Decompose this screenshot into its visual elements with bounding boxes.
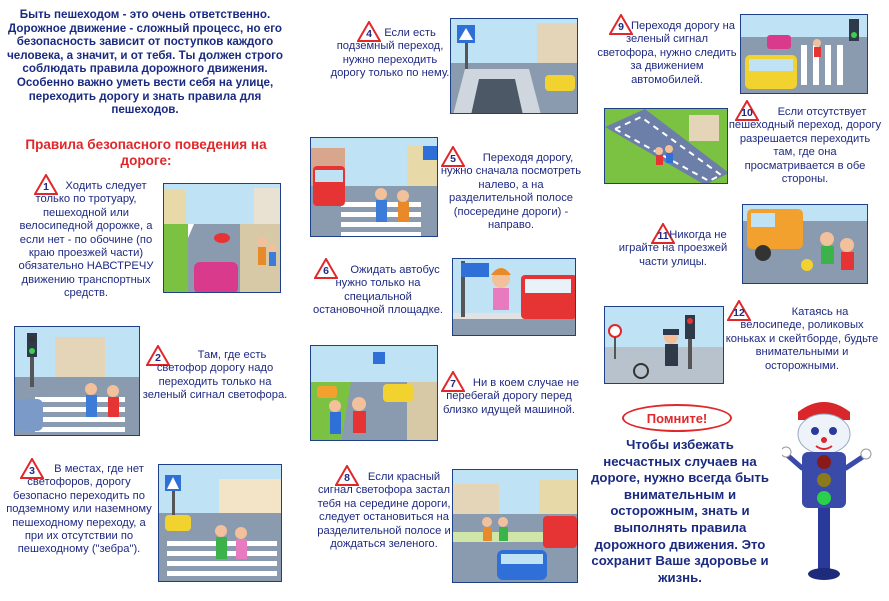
rule-5-illustration [310, 137, 438, 237]
rule-5-text: Переходя дорогу, нужно сначала посмотреть налево, а на разделительной полосе (посередине дороги) - направо. [440, 152, 582, 232]
rule-11-illustration [742, 204, 868, 284]
rule-7-text: Ни в коем случае не перебегай дорогу перед близко идущей машиной. [442, 377, 580, 416]
remember-badge: Помните! [622, 404, 732, 432]
rule-9-number-triangle: 9 [609, 14, 633, 35]
rule-3-text: В местах, где нет светофоров, дорогу безопасно переходить по подземному или наземному пешеходному переходу, а при их отсутствии по пешеходному ("зебра"). [6, 463, 152, 556]
rule-2-number-triangle: 2 [146, 345, 170, 366]
rule-7-number-triangle: 7 [441, 371, 465, 392]
rule-3-illustration [158, 464, 282, 582]
rules-heading: Правила безопасного поведения на дороге: [25, 137, 267, 168]
final-message: Чтобы избежать несчастных случаев на дороге, нужно всегда быть внимательным и осторожным, знать и выполнять правила дорожного движения. Это сохранит Ваше здоровье и жизнь. [591, 437, 769, 585]
rule-11-number-triangle: 11 [651, 223, 675, 244]
rule-9-illustration [740, 14, 868, 94]
rule-6-number-triangle: 6 [314, 258, 338, 279]
rule-5-number-triangle: 5 [441, 146, 465, 167]
rule-2-illustration [14, 326, 140, 436]
rule-11-text: Никогда не играйте на проезжей части улицы. [618, 229, 728, 268]
rule-8-illustration [452, 469, 578, 583]
rule-9-text: Переходя дорогу на зеленый сигнал светофора, нужно следить за движением автомобилей. [597, 20, 737, 86]
rule-12-text: Катаясь на велосипеде, роликовых коньках и скейтборде, будьте внимательными и осторожными. [725, 306, 879, 372]
rule-4-text: Если есть подземный переход, нужно переходить дорогу только по нему. [330, 27, 450, 80]
rule-6-text: Ожидать автобус нужно только на специальной остановочной площадке. [312, 264, 444, 317]
rule-2-text: Там, где есть светофор дорогу надо переходить только на зеленый сигнал светофора. [142, 349, 288, 402]
rule-4-illustration [450, 18, 578, 114]
rule-1-illustration [163, 183, 281, 293]
rule-6-illustration [452, 258, 576, 336]
rule-7-illustration [310, 345, 438, 441]
rule-8-number-triangle: 8 [335, 465, 359, 486]
intro-text: Быть пешеходом - это очень ответственно. Дорожное движение - сложный процесс, но его безопасность зависит от поступков каждого человека, а значит, и от тебя. Ты должен строго соблюдать правила дорожного движения. Особенно важно уметь вести себя на улице, переходить дорогу и знать правила для пешеходов. [7, 8, 283, 117]
traffic-light-mascot-icon [782, 398, 874, 584]
rule-3-number-triangle: 3 [20, 458, 44, 479]
rule-12-number-triangle: 12 [727, 300, 751, 321]
rule-12-illustration [604, 306, 724, 384]
rule-10-illustration [604, 108, 728, 184]
rule-8-text: Если красный сигнал светофора застал тебя на середине дороги, следует остановиться на разделительной полосе и дождаться зеленого. [317, 471, 451, 551]
rule-1-number-triangle: 1 [34, 174, 58, 195]
rule-10-number-triangle: 10 [735, 100, 759, 121]
rule-10-text: Если отсутствует пешеходный переход, дорогу разрешается переходить там, где она просматривается в обе стороны. [728, 106, 882, 186]
rule-4-number-triangle: 4 [357, 21, 381, 42]
rule-1-text: Ходить следует только по тротуару, пешеходной или велосипедной дорожке, а если нет - по обочине (по краю проезжей части) обязательно НАВСТРЕЧУ движению транспортных средств. [18, 180, 154, 300]
